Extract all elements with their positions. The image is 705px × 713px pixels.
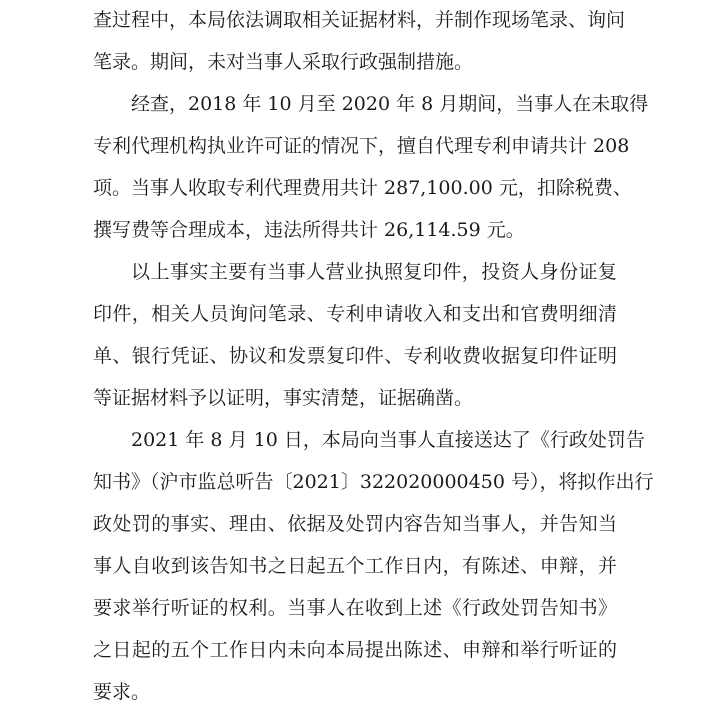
text-line: 之日起的五个工作日内未向本局提出陈述、申辩和举行听证的: [93, 639, 617, 661]
text-line: 单、银行凭证、协议和发票复印件、专利收费收据复印件证明: [93, 345, 617, 367]
text-line: 笔录。期间，未对当事人采取行政强制措施。: [93, 51, 474, 73]
text-line: 2021 年 8 月 10 日，本局向当事人直接送达了《行政处罚告: [131, 429, 645, 451]
text-line: 项。当事人收取专利代理费用共计 287,100.00 元，扣除税费、: [93, 177, 632, 199]
text-line: 事人自收到该告知书之日起五个工作日内，有陈述、申辩，并: [93, 555, 617, 577]
text-line: 要求。: [93, 681, 151, 703]
paragraph-penalty-notice: [93, 419, 654, 713]
text-line: 查过程中，本局依法调取相关证据材料，并制作现场笔录、询问: [93, 9, 626, 31]
paragraph-evidence: [93, 251, 617, 419]
paragraph-investigation-findings: [93, 83, 649, 251]
text-line: 经查，2018 年 10 月至 2020 年 8 月期间，当事人在未取得: [131, 93, 649, 115]
text-line: 专利代理机构执业许可证的情况下，擅自代理专利申请共计 208: [93, 135, 630, 157]
text-line: 知书》（沪市监总听告〔2021〕322020000450 号），将拟作出行: [93, 471, 654, 493]
text-line: 要求举行听证的权利。当事人在收到上述《行政处罚告知书》: [93, 597, 617, 619]
text-line: 政处罚的事实、理由、依据及处罚内容告知当事人，并告知当: [93, 513, 617, 535]
text-line: 以上事实主要有当事人营业执照复印件，投资人身份证复: [131, 261, 617, 283]
text-line: 撰写费等合理成本，违法所得共计 26,114.59 元。: [93, 219, 525, 241]
document-page: [93, 0, 654, 713]
paragraph-continuation: [93, 0, 626, 83]
text-line: 印件，相关人员询问笔录、专利申请收入和支出和官费明细清: [93, 303, 617, 325]
text-line: 等证据材料予以证明，事实清楚，证据确凿。: [93, 387, 474, 409]
